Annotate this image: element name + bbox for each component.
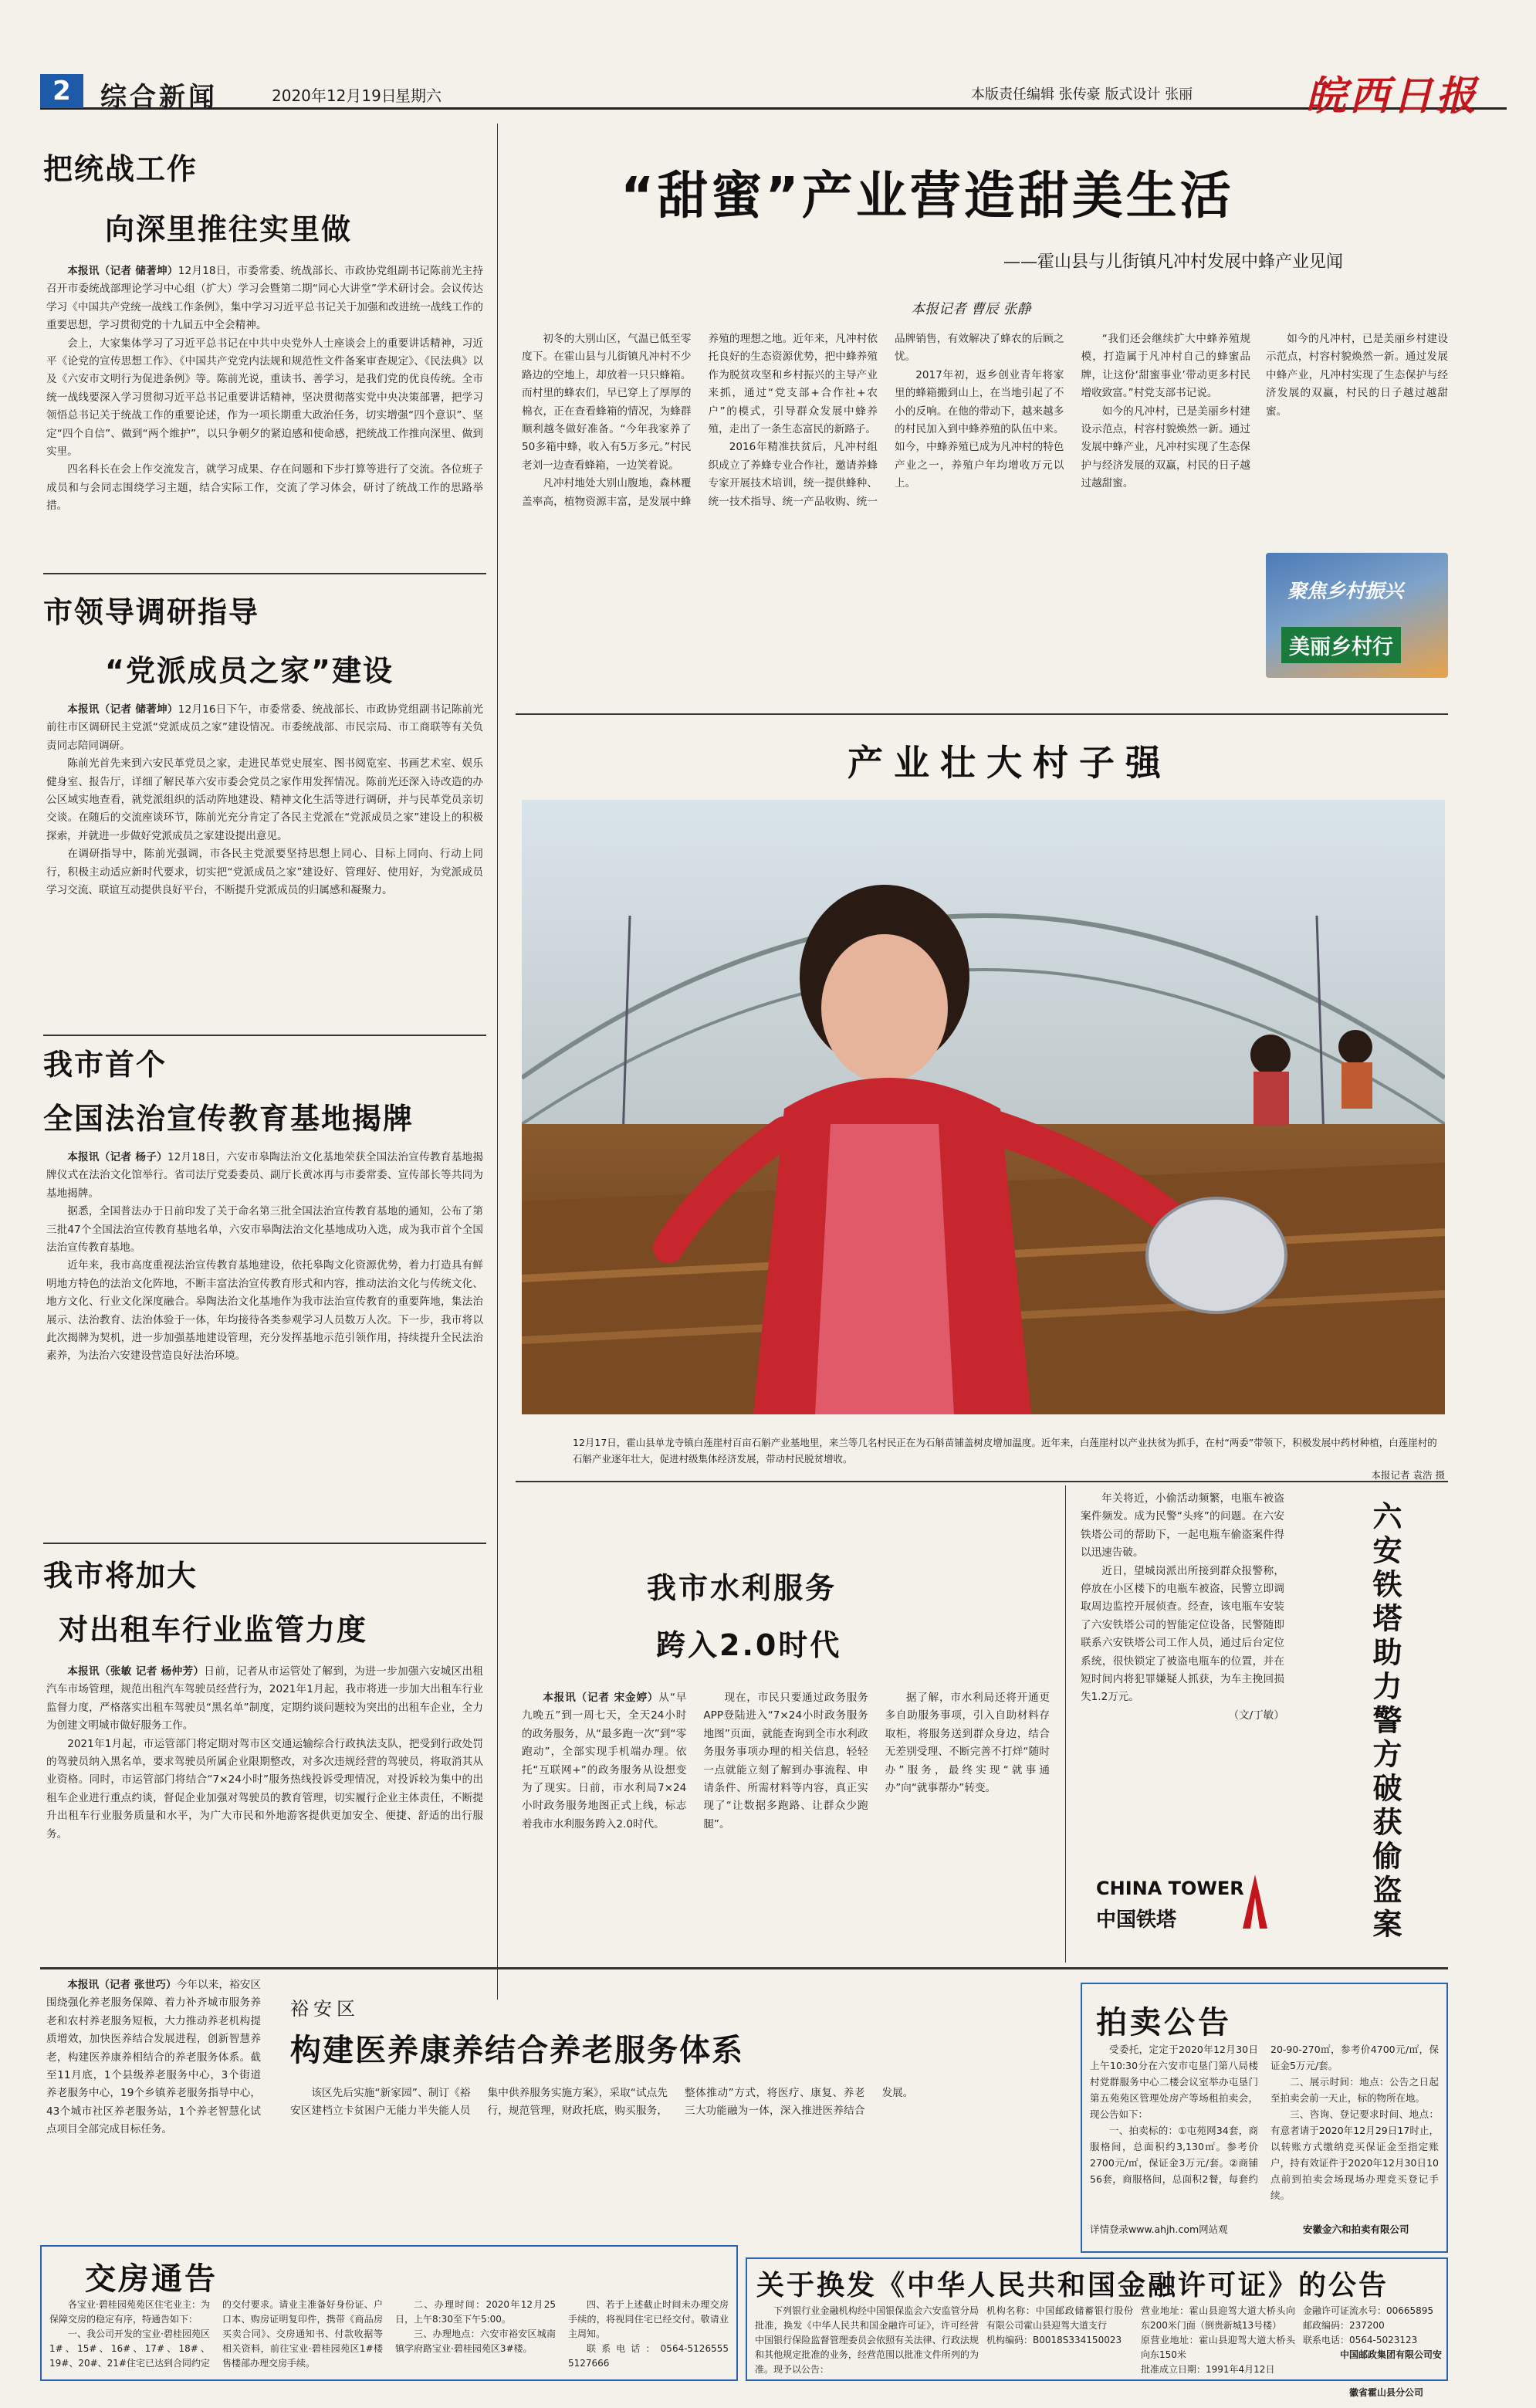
article3-para: 据悉，全国普法办于日前印发了关于命名第三批全国法治宣传教育基地的通知，公布了第三批47个全国法治宣传教育基地名单，六安市皋陶法治文化基地成功入选，成为我市首个全国法治宣传教育基地。	[46, 1205, 483, 1255]
article5-para: 初冬的大别山区，气温已低至零度下。在霍山县与儿街镇凡冲村不少路边的空地上，却放着一只只蜂箱。而村里的蜂农们，早已穿上了厚厚的棉衣，正在查看蜂箱的情况，为蜂群顺利越冬做好准备。“今年我家养了50多箱中蜂，收入有5万多元。”村民老刘一边查看蜂箱，一边笑着说。	[522, 333, 692, 472]
article5-para: 2017年初，返乡创业青年将家里的蜂箱搬到山上，在当地引起了不小的反响。在他的带动下，越来越多的村民加入到中蜂养殖的队伍中来。如今，中蜂养殖已成为凡冲村的特色产业之一，养殖户年均增收万元以上。	[895, 368, 1064, 490]
article5-para: 如今的凡冲村，已是美丽乡村建设示范点，村容村貌焕然一新。通过发展中蜂产业，凡冲村实现了生态保护与经济发展的双赢，村民的日子越过越甜蜜。	[1081, 405, 1250, 490]
article6-body	[522, 1689, 1050, 1952]
china-tower-en: CHINA TOWER	[1096, 1878, 1244, 1899]
article2-title-line1: 市领导调研指导	[43, 595, 260, 629]
photo-caption	[573, 1434, 1445, 1483]
article2-title-line2: “党派成员之家”建设	[105, 654, 394, 688]
article5-para: “我们还会继续扩大中蜂养殖规模，打造属于凡冲村自己的蜂蜜品牌，让这份‘甜蜜事业’带动更多村民增收致富。”村党支部书记说。	[1081, 333, 1250, 400]
license-signature: 徽省霍山县分公司	[1349, 2387, 1424, 2398]
license-col1	[986, 2304, 1133, 2375]
auction-title: 拍卖公告	[1096, 2005, 1232, 2041]
article-divider	[43, 573, 486, 574]
china-tower-mark-icon	[1240, 1875, 1270, 1929]
article4-para: 日前，记者从市运管处了解到，为进一步加强六安城区出租汽车市场管理，规范出租汽车驾驶员经营行为，2021年1月起，我市将进一步加大出租车行业监督力度，严格落实出租车驾驶员“黑名单”制度，定期约谈问题较为突出的出租车企业，全力为创建文明城市做好服务工作。	[46, 1665, 483, 1732]
article2-para: 在调研指导中，陈前光强调，市各民主党派要坚持思想上同心、目标上同向、行动上同行，积极主动适应新时代要求，切实把“党派成员之家”建设好、管理好、使用好，为党派成员学习交流、联谊互动提供良好平台，不断提升党派成员的归属感和凝聚力。	[46, 848, 483, 897]
article7-para: 年关将近，小偷活动频繁，电瓶车被盗案件频发。成为民警“头疼”的问题。在六安铁塔公司的帮助下，一起电瓶车偷盗案件得以迅速告破。	[1081, 1492, 1284, 1560]
auction-para: 一、拍卖标的：①屯苑网34套，商服格间，总面积约3,130㎡。参考价2700元/㎡，保证金3万元/套。②商铺56套，商服格间，总面积2餐，每套约20-90-270㎡，参考价4700元/㎡，保证金5万元/套。	[1090, 2044, 1439, 2185]
article3-kicker: 本报讯（记者 杨子）	[67, 1151, 167, 1163]
license-info: 营业地址：霍山县迎驾大道大桥头向东200米门面（倒贵新城13号楼）	[1141, 2305, 1295, 2331]
article3-title-line2: 全国法治宣传教育基地揭牌	[43, 1102, 414, 1136]
article-divider	[516, 1481, 1448, 1482]
license-notice-body	[755, 2304, 979, 2375]
license-info: 邮政编码：237200	[1303, 2320, 1385, 2331]
article3-body	[46, 1149, 483, 1535]
article5-body	[522, 330, 1250, 701]
article5-title: “甜蜜”产业营造甜美生活	[621, 166, 1234, 225]
article5-para: 2016年精准扶贫后，凡冲村组织成立了养蜂专业合作社，邀请养蜂专家开展技术培训，统一提供蜂种、统一技术指导、统一产品收购、统一品牌销售，有效解决了蜂农的后顾之忧。	[708, 333, 1064, 508]
article8-kicker: 本报讯（记者 张世巧）	[67, 1979, 177, 1991]
article7-para: 近日，望城岗派出所接到群众报警称，停放在小区楼下的电瓶车被盗，民警立即调取周边监控开展侦查。经查，该电瓶车安装了六安铁塔公司的智能定位设备，民警随即联系六安铁塔公司工作人员，通过后台定位系统，很快锁定了被盗电瓶车的位置，并在短时间内将犯罪嫌疑人抓获，为车主挽回损失1.2万元。	[1081, 1564, 1284, 1704]
article7-title: 六安铁塔助力警方破获偷盗案	[1368, 1501, 1402, 1942]
license-info: 金融许可证流水号：00665895	[1303, 2305, 1434, 2316]
license-info: 机构名称：中国邮政储蓄银行股份有限公司霍山县迎驾大道支行	[986, 2305, 1133, 2331]
housing-para: 二、办理时间：2020年12月25日，上午8:30至下午5:00。	[395, 2299, 556, 2325]
auction-para: 二、展示时间：地点：公告之日起至拍卖会前一天止，标的物所在地。	[1270, 2076, 1439, 2104]
license-info: 机构编码：B0018S334150023	[986, 2335, 1122, 2345]
housing-para: 各宝业·碧桂园苑苑区住宅业主：为保障交房的稳定有序，特通告如下：	[49, 2299, 210, 2325]
china-tower-logo	[1096, 1870, 1274, 1935]
license-col2	[1141, 2304, 1295, 2375]
stamp-line2: 美丽乡村行	[1281, 627, 1401, 663]
article8-title: 构建医养康养结合养老服务体系	[290, 2033, 744, 2068]
article2-para: 陈前光首先来到六安民革党员之家，走进民革党史展室、图书阅览室、书画艺术室、娱乐健身室、报告厅，详细了解民革六安市委会党员之家作用发挥情况。陈前光还深入诗改造的办公区域实地查看，就党派组织的活动阵地建设、精神文化生活等进行调研，并与民革党员亲切交谈。在随后的交流座谈环节，陈前光充分肯定了各民主党派在“党派成员之家”建设上的积极探索，并就进一步做好党派成员之家建设提出意见。	[46, 757, 483, 842]
article6-kicker: 本报讯（记者 宋金婷）	[543, 1692, 659, 1704]
article8-para: 该区先后实施“新家园”、制订《裕安区建档立卡贫困户无能力半失能人员集中供养服务实施方案》，采取“试点先行，规范管理，财政托底，购买服务，整体推动”方式，将医疗、康复、养老三大功能融为一体，深入推进医养结合发展。	[290, 2087, 914, 2118]
article2-para: 12月16日下午，市委常委、统战部长、市政协党组副书记陈前光前往市区调研民主党派“党派成员之家”建设情况。市委统战部、市民宗局、市工商联等有关负责同志陪同调研。	[46, 703, 483, 752]
article1-para: 12月18日，市委常委、统战部长、市政协党组副书记陈前光主持召开市委统战部理论学习中心组（扩大）学习会暨第二期“同心大讲堂”学术研讨会。会议传达学习《中国共产党统一战线工作条例》，集中学习习近平总书记关于加强和改进统一战线工作的重要思想，学习贯彻党的十九届五中全会精神。	[46, 265, 483, 332]
article6-para: 据了解，市水利局还将开通更多自助服务事项，引入自助材料存取柜，将服务送到群众身边，结合无差别受理、不断完善不打烊“随时办”服务，最终实现“就事通办”向“就事帮办”转变。	[885, 1692, 1050, 1795]
article4-kicker: 本报讯（张敏 记者 杨仲芳）	[67, 1665, 205, 1678]
photo-story-title: 产业壮大村子强	[848, 742, 1172, 784]
article4-title-line2: 对出租车行业监管力度	[59, 1613, 368, 1647]
auction-body	[1090, 2041, 1439, 2203]
bottom-section-divider	[40, 1967, 1448, 1969]
article2-kicker: 本报讯（记者 储著坤）	[67, 703, 178, 716]
license-signature: 中国邮政集团有限公司安	[1339, 2349, 1442, 2360]
housing-para: 一、我公司开发的宝业·碧桂园苑区1#、15#、16#、17#、18#、19#、20#、21#住宅已达到合同约定的交付要求。请业主准备好身份证、户口本、购房证明复印件，携带《商品房买卖合同》、交房通知书、付款收据等相关资料，前往宝业·碧桂园苑区1#楼售楼部办理交房手续。	[49, 2299, 383, 2369]
newspaper-logo: 皖西日报	[1306, 73, 1480, 120]
article5-para: 如今的凡冲村，已是美丽乡村建设示范点，村容村貌焕然一新。通过发展中蜂产业，凡冲村实现了生态保护与经济发展的双赢，村民的日子越过越甜蜜。	[1266, 333, 1448, 418]
auction-para: 受委托，定定于2020年12月30日上午10:30分在六安市屯垦门第八局楼村党群服务中心二楼会议室举办屯垦门第五苑苑区管理处房产等场租拍卖会，现公告如下：	[1090, 2044, 1258, 2120]
photo-illustration	[522, 800, 1445, 1414]
article7-body	[1081, 1490, 1284, 1865]
housing-para: 联系电话：0564-5126555 5127666	[568, 2343, 729, 2369]
article6-para: 现在，市民只要通过政务服务APP登陆进入“7×24小时政务服务地图”页面，就能查询到全市水利政务服务事项办理的相关信息，轻轻一点就能立刻了解到办事流程、申请条件、所需材料等内容，真正实现了“让数据多跑路、让群众少跑腿”。	[703, 1692, 868, 1831]
article3-para: 12月18日，六安市皋陶法治文化基地荣获全国法治宣传教育基地揭牌仪式在法治文化馆举行。省司法厅党委委员、副厅长黄冰再与市委常委、宣传部长等共同为基地揭牌。	[46, 1151, 483, 1200]
column-divider	[497, 124, 498, 2000]
issue-weekday: 星期六	[395, 86, 442, 105]
auction-source: 详情登录www.ahjh.com网站观	[1090, 2223, 1228, 2235]
article-divider	[43, 1543, 486, 1544]
article3-title-line1: 我市首个	[43, 1048, 167, 1082]
photo-caption-text: 12月17日，霍山县单龙寺镇白莲崖村百亩石斛产业基地里，来兰等几名村民正在为石斛苗铺盖树皮增加温度。近年来，白莲崖村以产业扶贫为抓手，在村“两委”带领下，积极发展中药材种植，白莲崖村的石斛产业逐年壮大，促进村级集体经济发展，带动村民脱贫增收。	[573, 1437, 1437, 1465]
article-divider	[516, 713, 1448, 715]
auction-para: 三、咨询、登记要求时间、地点：有意者请于2020年12月29日17时止，以转账方式缴纳竞买保证金至指定账户，持有效证件于2020年12月30日10点前到拍卖会场现场办理竞买登记手续。	[1270, 2108, 1439, 2201]
stamp-line1: 聚焦乡村振兴	[1287, 580, 1404, 602]
license-info: 联系电话：0564-5023123	[1303, 2335, 1418, 2345]
license-info: 原营业地址：霍山县迎驾大道大桥头向东150米	[1141, 2335, 1295, 2360]
article4-title-line1: 我市将加大	[43, 1559, 198, 1593]
article8-region: 裕安区	[290, 1998, 360, 2020]
article6-title-line1: 我市水利服务	[647, 1571, 837, 1605]
article5-para: 凡冲村地处大别山腹地，森林覆盖率高，植物资源丰富，是发展中蜂养殖的理想之地。近年来，凡冲村依托良好的生态资源优势，把中蜂养殖作为脱贫攻坚和乡村振兴的主导产业来抓，通过“党支部+合作社+农户”的模式，引导群众发展中蜂养殖，走出了一条生态富民的新路子。	[522, 333, 878, 508]
article8-body-right	[290, 2085, 1062, 2239]
housing-notice-title: 交房通告	[85, 2261, 218, 2297]
column-divider	[1065, 1485, 1066, 1963]
article1-title-line1: 把统战工作	[43, 152, 198, 186]
china-tower-zh: 中国铁塔	[1096, 1908, 1177, 1932]
article1-title-line2: 向深里推往实里做	[105, 212, 353, 246]
article6-title-line2: 跨入2.0时代	[656, 1628, 842, 1662]
article1-body	[46, 262, 483, 564]
article1-para: 会上，大家集体学习了习近平总书记在中共中央党外人士座谈会上的重要讲话精神，习近平《论党的宣传思想工作》、《中国共产党党内法规和规范性文件备案审查规定》、《民法典》以及《六安市文明行为促进条例》等。陈前光说，重读书、善学习，是我们党的优良传统。全市统一战线要深入学习贯彻习近平总书记重要讲话精神，坚决贯彻落实党中央决策部署，把学习领悟总书记关于统战工作的重要论述，作为一项长期重大政治任务，切实增强“四个意识”、坚定“四个自信”、做到“两个维护”，以只争朝夕的紧迫感和使命感，把统战工作推向深里、做到实里。	[46, 337, 483, 459]
article5-body-side	[1266, 330, 1448, 542]
article5-byline: 本报记者 曹辰 张静	[911, 301, 1031, 317]
photo-beekeeper	[522, 800, 1445, 1414]
article4-body	[46, 1663, 483, 1956]
article3-para: 近年来，我市高度重视法治宣传教育基地建设，依托皋陶文化资源优势，着力打造具有鲜明地方特色的法治文化阵地，不断丰富法治宣传教育形式和内容，推动法治文化与传统文化、地方文化、行业文化深度融合。皋陶法治文化基地作为我市法治宣传教育的重要阵地，集法治展示、法治教育、法治体验于一体，年均接待各类参观学习人员数万人次。下一步，我市将以此次揭牌为契机，进一步加强基地建设管理，充分发挥基地示范引领作用，持续提升全民法治素养，为法治六安建设营造良好法治环境。	[46, 1259, 483, 1363]
photo-credit: 本报记者 袁浩 摄	[1371, 1469, 1445, 1481]
housing-notice-body	[49, 2298, 729, 2372]
article4-para: 2021年1月起，市运管部门将定期对驾市区交通运输综合行政执法支队，把受到行政处罚的驾驶员纳入黑名单，要求驾驶员所属企业限期整改，对多次违规经营的驾驶员，将取消其从业资格。同时，市运管部门将结合“7×24小时”服务热线投诉受理情况，对投诉较为集中的出租车企业进行重点约谈，督促企业加强对驾驶员的教育管理，切实履行企业主体责任，不断提升出租车行业服务质量和水平，为广大市民和外地游客提供更加安全、便捷、舒适的出行服务。	[46, 1737, 483, 1841]
article1-para: 四名科长在会上作交流发言，就学习成果、存在问题和下步打算等进行了交流。各位班子成员和与会同志围绕学习主题，结合实际工作，交流了学习体会，研讨了统战工作的思路举措。	[46, 463, 483, 513]
license-notice-title: 关于换发《中华人民共和国金融许可证》的公告	[756, 2270, 1389, 2301]
section-name: 综合新闻	[100, 82, 218, 113]
editor-credits: 本版责任编辑 张传豪 版式设计 张丽	[971, 86, 1193, 103]
housing-para: 三、办理地点：六安市裕安区城南镇学府路宝业·碧桂园苑区3#楼。	[395, 2328, 556, 2354]
article6-para: 从“早九晚五”到一周七天，全天24小时的政务服务，从“最多跑一次”到“零跑动”，全部实现手机端办理。依托“互联网+”的政务服务从设想变为了现实。日前，市水利局7×24小时政务服务地图正式上线，标志着我市水利服务跨入2.0时代。	[522, 1692, 687, 1831]
license-col3	[1303, 2304, 1442, 2375]
auction-signature: 安徽金六和拍卖有限公司	[1303, 2223, 1409, 2235]
article-divider	[43, 1035, 486, 1036]
license-para: 下列银行业金融机构经中国银保监会六安监管分局批准，换发《中华人民共和国金融许可证》，许可经营中国银行保险监督管理委员会依照有关法律、行政法规和其他规定批准的业务，经营范围以批准文件所列的为准。现予以公告：	[755, 2305, 979, 2375]
housing-para: 四、若于上述截止时间未办理交房手续的，将视同住宅已经交付。敬请业主周知。	[568, 2299, 729, 2339]
article1-kicker: 本报讯（记者 储著坤）	[67, 265, 178, 277]
article2-body	[46, 701, 483, 1033]
license-issue-date: 批准成立日期：1991年4月12日	[1141, 2364, 1275, 2375]
article7-para: （文/丁敏）	[1228, 1709, 1284, 1722]
article8-para: 今年以来，裕安区围绕强化养老服务保障、着力补齐城市服务养老和农村养老服务短板，大力推动养老机构提质增效，加快医养结合发展进程，创新智慧养老，构建医养康养相结合的养老服务体系。截至11月底，1个县级养老服务中心，3个街道养老服务中心，19个乡镇养老服务指导中心，43个城市社区养老服务站，1个养老智慧化试点项目全部完成目标任务。	[46, 1979, 261, 2136]
issue-date: 2020年12月19日	[272, 86, 397, 105]
article8-body-left	[46, 1976, 261, 2231]
page-number: 2	[40, 74, 83, 108]
masthead	[40, 73, 1507, 120]
column-stamp	[1266, 553, 1448, 678]
article5-subtitle: ——霍山县与儿街镇凡冲村发展中蜂产业见闻	[1003, 252, 1344, 272]
